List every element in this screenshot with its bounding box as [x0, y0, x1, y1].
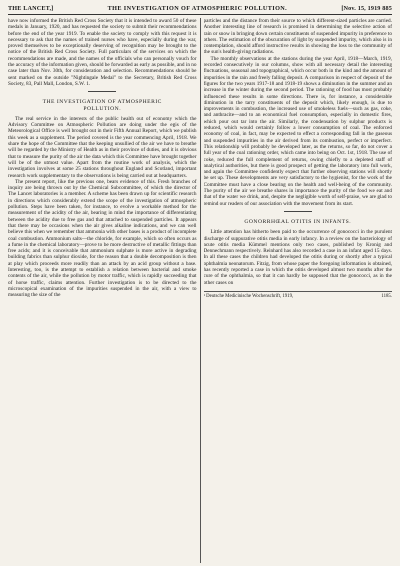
column-rule: [200, 18, 201, 563]
paragraph: have now informed the British Red Cross Society that it is intended to award 50 of these medals in January, 1920, and has requested the society to submit their recommendations before the end of the year 1919. To enable the society to comply with this request it is necessary to ask that the names of trained nurses who have, especially during the war, proved themselves to be exceptionally deserving of recognition may be brought to the notice of the British Red Cross Society. Full particulars of the services on which the recommendations are made, and the names of the officials who can personally vouch for the accuracy of the information given, should be forwarded as early as possible, and in no case later than Nov. 30th, for consideration and selection. Recommendations should be sent marked on the outside "Nightingale Medal" to the Secretary, British Red Cross Society, 83, Pall Mall, London, S.W. 1.: [8, 18, 197, 87]
paragraph: The real service in the interests of the public health out of economy which the Advisory Committee on Atmospheric Pollution are doing under the egis of the Meteorological Office is well brought out in their Fifth Annual Report, which we publish this week as a supplement. The period covered is the year commencing April, 1918. We share the hope of the Committee that the keeping unsullied of the air we have to breathe will be regarded by the Ministry of Health as in their province of duties, and it is obvious that to measure the purity of the air the data which this Committee have brought together will be of the utmost value. Apart from the routine work of analysis, which the investigation involves at some 25 stations throughout England and Scotland, important research work supplementary to the observations is being carried out at headquarters.: [8, 115, 197, 179]
paragraph: Little attention has hitherto been paid to the occurrence of gonococci in the purulent discharge of suppurative otitis media in early infancy. In a review on the bacteriology of acute otitis media Kümmel mentions only two cases, published by Kronig and Dennechmann respectively. Reinhard has also recorded a case in an infant aged 15 days. In all these cases the children had developed the otitis during or shortly after a typical ophthalmia neonatorum. Fitzig, from whose paper the foregoing information is obtained, has recently reported a case in which the otitis developed almost two months after the cure of the ophthalmia, so that it can hardly be supposed that the gonococci, as in the other cases on: [203, 229, 392, 286]
footnote: [204, 291, 393, 300]
divider: [284, 211, 312, 212]
divider: [88, 91, 116, 92]
journal-name: THE LANCET,]: [8, 5, 54, 12]
paragraph: The present report, like the previous one, bears evidence of this. Fresh branches of inquiry are being thrown out by the Chemical Subcommittee, of which the director of The Lancet laboratories is a member. A scheme has been drawn up for scientific research in directions which considerably extend the scope of the investigation of atmospheric pollution. Steps have been taken, for instance, to evolve a workable method for the measurement of the acidity of the air, bearing in mind the importance of differentiating between the acidity due to free gas and that attached to suspended particles. It appears that there may be occasions when the air gives alkaline indications, and we can well believe this when we remember that ammonia with other bases is a product of incomplete coal combustion. Ammonium salts—the chloride, for example, which so often occurs as a fume in the chemical laboratory—prove to be more destructive of metallic fittings than free acids; and it is conceivable that ammonium sulphate is more active in degrading building fabrics than sulphur dioxide, for the reason that a double decomposition is then at play which proceeds more readily than an attack by an acid group without a base. Interesting, too, is the attempt to establish a relation between bacterial and smoke contents of the air, while the pollution by motor traffic, which is rapidly succeeding that of horse traffic, claims attention. Further investigation is to be directed to the microscopical examination of the impurities suspended in the air, with a view to measuring the size of the: [8, 178, 197, 299]
paragraph: The monthly observations at the stations during the year April, 1918—March, 1919, recorded consecutively in our columns, show with all necessary detail the interesting fluctuations, seasonal and topographical, which occur both in the kind and the amount of impurities in the rain and freely falling deposit. A comparison in respect of deposit of the figures for the two years 1917-18 and 1918-19 shows a diminution in the summer and an increase in the winter during the second period. The rationing of food has most probably influenced these results in some directions. There is, for instance, a considerable diminution in the tarry constituents of the deposit which, likely enough, is due to improvements in combustion, the increased use of smokeless fuels—such as gas, coke, and anthracite—and to an economical fuel consumption, especially in domestic fires, which pour out tar into the air. Similarly, the condensation by sulphur products is reduced, which would certainly follow a lower consumption of coal. The enforced economy of coal, in fact, may be expected to effect a corresponding fall in the gaseous and suspended impurities in the air derived from its combustion, perfect or imperfect. This relationship will probably be developed later, as the returns, so far, do not cover a full year of the coal rationing order, which came into being on Oct. 1st, 1918. The use of coke, reduced the full complement of returns, owing chiefly to a depleted staff of analytical authorities, but there is good prospect of getting the laboratory into full work, and again the Committee confidently expect that further observing stations will shortly be set up. These developments are very satisfactory to the hygienist, for the work of the Committee must have a close bearing on the health and well-being of the community. The purity of the air we breathe shares in importance the purity of the food we eat and that of the water we drink, and, despite the negligible worth of self-praise, we are glad to remind our readers of our association with the movement from its start.: [203, 55, 392, 207]
footnote-text: ¹ Deutsche Medicinische Wochenschrift, 1919,: [203, 293, 294, 299]
section-heading-atmospheric-pollution: THE INVESTIGATION OF ATMOSPHERIC POLLUTION.: [42, 99, 162, 112]
page-heading: THE INVESTIGATION OF ATMOSPHERIC POLLUTION.: [107, 5, 288, 12]
right-column: [204, 18, 393, 563]
left-column: [8, 18, 197, 563]
section-heading-gonorrhoeal-otitis: GONORRHŒAL OTITIS IN INFANTS.: [244, 218, 352, 225]
issue-date-page-number: [Nov. 15, 1919 885: [341, 5, 392, 12]
two-column-body: [8, 18, 392, 563]
paragraph: particles and the distance from their source to which different-sized particles are carried. Another interesting line of research is promised in determining the selective action of rain or snow in bringing down certain constituents of suspended impurity in preference to others. The estimation of the obscuration of light by suspended impurity, which also is in contemplation, should afford instructive results in showing the loss to the community of the sun's health-giving radiations.: [203, 18, 392, 56]
running-header: [8, 5, 392, 15]
footnote-page: 1185.: [381, 293, 392, 299]
